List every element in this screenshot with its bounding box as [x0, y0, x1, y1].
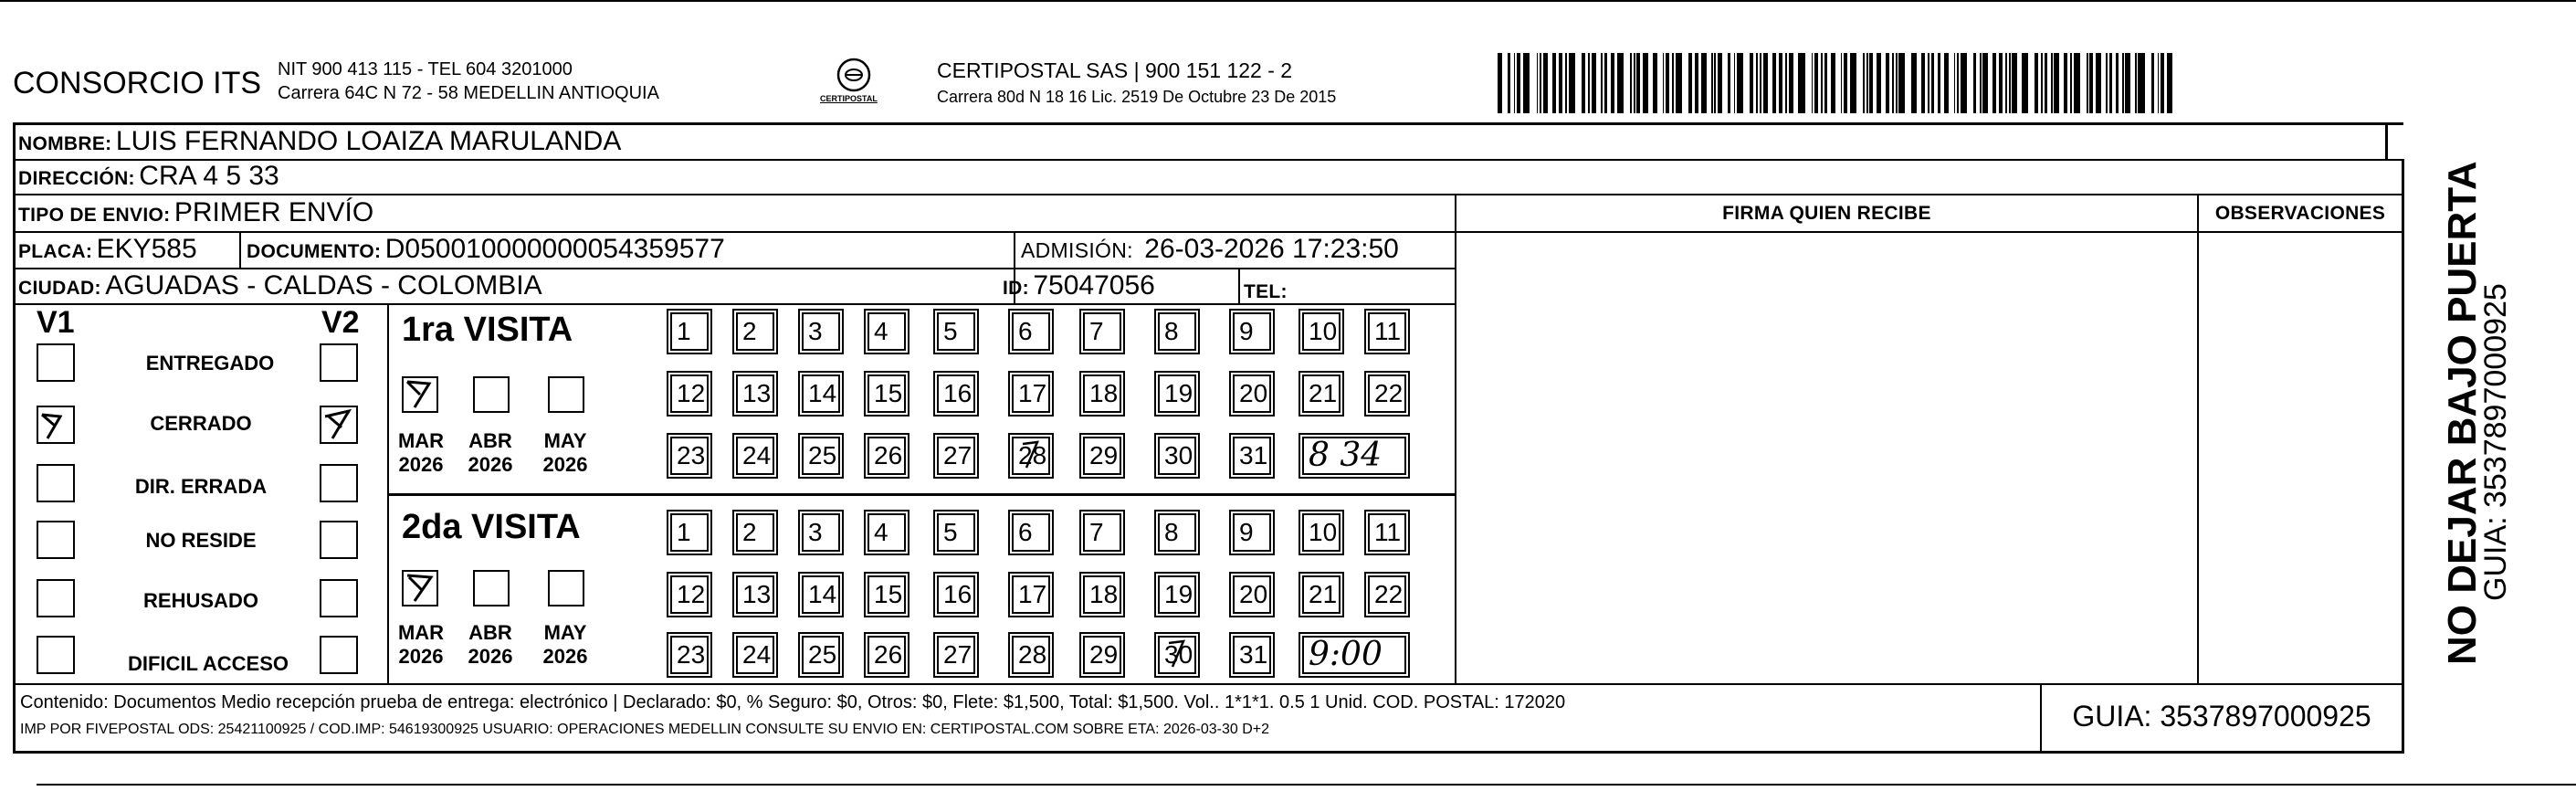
bottom-cut-line [37, 784, 2576, 786]
day-box-30[interactable]: 30 [1158, 437, 1196, 475]
placa-row [18, 234, 197, 265]
barcode-bar [2135, 53, 2137, 113]
tipo-envio-value: PRIMER ENVÍO [173, 197, 374, 227]
day-box-16[interactable]: 16 [937, 575, 975, 614]
day-box-8[interactable]: 8 [1158, 312, 1196, 351]
barcode-bar [2041, 53, 2043, 113]
year-label: 2026 [542, 453, 588, 476]
barcode-bar [2138, 53, 2144, 113]
tel-sep [1238, 268, 1240, 304]
barcode-bar [2009, 53, 2011, 113]
barcode-bar [1552, 53, 1556, 113]
check-mark-icon [38, 407, 73, 442]
barcode-bar [1663, 53, 1665, 113]
barcode-bar [1630, 53, 1632, 113]
day-box-16[interactable]: 16 [937, 374, 975, 413]
year-label: 2026 [468, 645, 513, 668]
day-box-12[interactable]: 12 [670, 374, 709, 413]
year-label: 2026 [468, 453, 513, 476]
barcode-bar [1714, 53, 1716, 113]
day-box-11[interactable]: 11 [1368, 513, 1406, 552]
visit-sep [387, 493, 1456, 496]
direccion-row [18, 161, 279, 192]
side-warning: NO DEJAR BAJO PUERTA [2440, 161, 2485, 665]
day-box-13[interactable]: 13 [736, 575, 774, 614]
barcode-bar [2106, 53, 2108, 113]
firma-header-line [1455, 231, 2197, 233]
barcode-bar [2064, 53, 2067, 113]
barcode-bar [1812, 53, 1814, 113]
signature-area[interactable] [1457, 234, 2195, 681]
status-dir-errada: DIR. ERRADA [134, 475, 268, 498]
month-label: ABR [468, 429, 512, 452]
check-mark-icon [404, 378, 436, 411]
day-box-25[interactable]: 25 [802, 437, 840, 475]
barcode-bar [1863, 53, 1865, 113]
footer-content-line: Contenido: Documentos Medio recepción prueba de entrega: electrónico | Declarado: $0, % Seguro: $0, Otros: $0, Flete: $1,500, Total: $1,500. Vol.. 1*1*1. 0.5 1 Unid. COD. POSTAL: 172020 [20, 692, 1566, 712]
visit-2-mar-checkbox[interactable] [402, 570, 438, 606]
direccion-value: CRA 4 5 33 [139, 161, 279, 191]
month-label: MAR [397, 621, 445, 644]
barcode-bar [1750, 53, 1753, 113]
day-box-17[interactable]: 17 [1012, 575, 1050, 614]
footer-guia: GUIA: 3537897000925 [2072, 700, 2371, 733]
barcode-bar [1672, 53, 1674, 113]
barcode-bar [2074, 53, 2080, 113]
barcode-bar [2035, 53, 2038, 113]
visit-2-abr-checkbox[interactable] [473, 570, 510, 606]
barcode-bar [1537, 53, 1539, 113]
visit-2-title: 2da VISITA [402, 508, 581, 546]
barcode-bar [1954, 53, 1956, 113]
visit-1-mar-checkbox[interactable] [402, 376, 438, 413]
top-border [0, 0, 2576, 2]
day-box-28[interactable]: 28 [1012, 437, 1050, 475]
barcode-bar [1911, 53, 1916, 113]
day-box-31[interactable]: 31 [1233, 636, 1271, 674]
day-box-30[interactable]: 30 [1158, 636, 1196, 674]
visit-1-may-checkbox[interactable] [548, 376, 584, 413]
tipo-envio-label: TIPO DE ENVIO: [18, 205, 171, 226]
barcode-bar [1582, 53, 1585, 113]
barcode-bar [1763, 53, 1768, 113]
barcode-bar [2087, 53, 2088, 113]
v1-no-reside-checkbox[interactable] [37, 521, 75, 559]
row-sep-2 [13, 194, 2403, 195]
day-box-23[interactable]: 23 [670, 437, 709, 475]
day-box-7[interactable]: 7 [1083, 312, 1121, 351]
form-bottom-line [13, 751, 2403, 754]
day-box-26[interactable]: 26 [867, 636, 906, 674]
tipo-envio-row [18, 197, 373, 228]
day-box-25[interactable]: 25 [802, 636, 840, 674]
day-mark-icon [1017, 440, 1045, 471]
id-label: ID: [1003, 278, 1029, 299]
v2-no-reside-checkbox[interactable] [320, 521, 358, 559]
barcode-bar [2158, 53, 2160, 113]
day-box-12[interactable]: 12 [670, 575, 709, 614]
barcode-bar [1711, 53, 1713, 113]
barcode-bar [1938, 53, 1941, 113]
day-box-7[interactable]: 7 [1083, 513, 1121, 552]
barcode-bar [1611, 53, 1614, 113]
barcode-bar [1728, 53, 1731, 113]
day-box-14[interactable]: 14 [802, 575, 840, 614]
month-label: ABR [468, 621, 512, 644]
day-box-3[interactable]: 3 [802, 312, 840, 351]
barcode-bar [1772, 53, 1776, 113]
day-box-5[interactable]: 5 [937, 513, 975, 552]
v2-cerrado-checkbox[interactable] [320, 406, 358, 444]
visit-1-month-may [533, 429, 597, 477]
v1-cerrado-checkbox[interactable] [37, 406, 75, 444]
nombre-value: LUIS FERNANDO LOAIZA MARULANDA [115, 126, 622, 156]
day-box-1[interactable]: 1 [670, 513, 709, 552]
day-box-19[interactable]: 19 [1158, 575, 1196, 614]
month-label: MAY [543, 621, 587, 644]
barcode-bar [1543, 53, 1548, 113]
barcode-bar [1785, 53, 1787, 113]
barcode-bar [1523, 53, 1530, 113]
company-line-1: NIT 900 413 115 - TEL 604 3201000 [278, 59, 573, 79]
barcode-bar [2054, 53, 2058, 113]
day-box-20[interactable]: 20 [1233, 575, 1271, 614]
barcode-bar [1961, 53, 1967, 113]
barcode-bar [2161, 53, 2164, 113]
form-left-line [13, 122, 16, 753]
day-box-27[interactable]: 27 [937, 636, 975, 674]
day-box-24[interactable]: 24 [736, 636, 774, 674]
year-label: 2026 [542, 645, 588, 668]
visit-2-month-may [533, 621, 597, 669]
firma-left-line [1455, 194, 1456, 685]
barcode-bar [1824, 53, 1828, 113]
year-label: 2026 [398, 453, 444, 476]
v1-rehusado-checkbox[interactable] [37, 579, 75, 617]
day-box-18[interactable]: 18 [1083, 575, 1121, 614]
barcode-bar [1866, 53, 1868, 113]
day-box-23[interactable]: 23 [670, 636, 709, 674]
barcode-bar [2022, 53, 2028, 113]
barcode-bar [1779, 53, 1782, 113]
barcode-bar [2051, 53, 2053, 113]
barcode-bar [1841, 53, 1843, 113]
admision-label: ADMISIÓN: [1021, 238, 1133, 262]
visit-time-field[interactable]: 8 34 [1302, 437, 1406, 475]
barcode-bar [1604, 53, 1608, 113]
month-label: MAR [397, 429, 445, 452]
day-box-14[interactable]: 14 [802, 374, 840, 413]
day-box-17[interactable]: 17 [1012, 374, 1050, 413]
check-mark-icon [321, 407, 360, 442]
barcode-bar [1756, 53, 1758, 113]
barcode-bar [2116, 53, 2119, 113]
barcode-bar [2167, 53, 2171, 113]
v2-header: V2 [321, 305, 360, 340]
side-guia: GUIA: 3537897000925 [2478, 283, 2513, 601]
barcode-bar [1921, 53, 1925, 113]
barcode-bar [1892, 53, 1894, 113]
year-label: 2026 [398, 645, 444, 668]
logo-caption: CERTIPOSTAL [820, 94, 878, 103]
barcode-bar [2070, 53, 2072, 113]
barcode-bar [1831, 53, 1835, 113]
day-box-5[interactable]: 5 [937, 312, 975, 351]
day-box-9[interactable]: 9 [1233, 513, 1271, 552]
day-box-10[interactable]: 10 [1302, 513, 1341, 552]
barcode-bar [1944, 53, 1949, 113]
barcode-bar [1898, 53, 1905, 113]
barcode-bar [1565, 53, 1567, 113]
visit-2-may-checkbox[interactable] [548, 570, 584, 606]
carrier-line-1: CERTIPOSTAL SAS | 900 151 122 - 2 [937, 58, 1293, 82]
barcode-bar [1896, 53, 1898, 113]
barcode-bar [1886, 53, 1889, 113]
day-box-6[interactable]: 6 [1012, 513, 1050, 552]
form-top-line [13, 122, 2403, 125]
barcode-bar [1821, 53, 1823, 113]
barcode-bar [2089, 53, 2093, 113]
visit-1-month-mar [389, 429, 453, 477]
day-box-29[interactable]: 29 [1083, 636, 1121, 674]
day-box-10[interactable]: 10 [1302, 312, 1341, 351]
day-mark-icon [1163, 639, 1191, 670]
visit-1-abr-checkbox[interactable] [473, 376, 510, 413]
barcode-bar [1737, 53, 1743, 113]
barcode-bar [2125, 53, 2129, 113]
barcode-bar [2012, 53, 2016, 113]
visit-2-month-abr [458, 621, 522, 669]
firma-header: FIRMA QUIEN RECIBE [1722, 203, 1931, 224]
day-box-22[interactable]: 22 [1368, 575, 1406, 614]
check-mark-icon [404, 572, 436, 605]
v1-entregado-checkbox[interactable] [37, 343, 75, 382]
barcode-bar [1601, 53, 1603, 113]
barcode-bar [1931, 53, 1935, 113]
v1-dificil-acceso-checkbox[interactable] [37, 636, 75, 674]
barcode-bar [1789, 53, 1793, 113]
direccion-label: DIRECCIÓN: [18, 168, 135, 189]
day-box-8[interactable]: 8 [1158, 513, 1196, 552]
documento-value: D050010000000054359577 [384, 234, 725, 264]
barcode [1498, 53, 2178, 113]
v2-dificil-acceso-checkbox[interactable] [320, 636, 358, 674]
status-no-reside: NO RESIDE [145, 529, 257, 552]
carrier-line-2: Carrera 80d N 18 16 Lic. 2519 De Octubre 23 De 2015 [937, 88, 1337, 106]
footer-print-line: IMP POR FIVEPOSTAL ODS: 25421100925 / COD.IMP: 54619300925 USUARIO: OPERACIONES MEDELLIN CONSULTE SU ENVIO EN: CERTIPOSTAL.COM SOBRE ETA: 2026-03-30 D+2 [20, 722, 1270, 737]
v2-dir-errada-checkbox[interactable] [320, 464, 358, 502]
nombre-right-line [2385, 122, 2388, 161]
barcode-bar [1653, 53, 1657, 113]
barcode-bar [1844, 53, 1847, 113]
day-box-24[interactable]: 24 [736, 437, 774, 475]
day-box-3[interactable]: 3 [802, 513, 840, 552]
v2-rehusado-checkbox[interactable] [320, 579, 358, 617]
day-box-1[interactable]: 1 [670, 312, 709, 351]
visit-1-title: 1ra VISITA [402, 311, 573, 349]
documento-row [247, 234, 725, 265]
barcode-bar [1517, 53, 1520, 113]
day-box-29[interactable]: 29 [1083, 437, 1121, 475]
day-box-26[interactable]: 26 [867, 437, 906, 475]
barcode-bar [1701, 53, 1706, 113]
nombre-row [18, 126, 621, 157]
v2-entregado-checkbox[interactable] [320, 343, 358, 382]
status-entregado: ENTREGADO [145, 352, 275, 374]
day-box-2[interactable]: 2 [736, 312, 774, 351]
barcode-bar [1588, 53, 1590, 113]
barcode-bar [2096, 53, 2100, 113]
barcode-bar [1634, 53, 1635, 113]
barcode-bar [2005, 53, 2007, 113]
placa-sep [239, 231, 241, 269]
barcode-bar [1508, 53, 1511, 113]
barcode-bar [1798, 53, 1804, 113]
nombre-label: NOMBRE: [18, 133, 112, 154]
barcode-bar [1718, 53, 1722, 113]
v1-header: V1 [37, 305, 75, 340]
day-box-18[interactable]: 18 [1083, 374, 1121, 413]
observations-area[interactable] [2201, 234, 2400, 681]
documento-label: DOCUMENTO: [247, 241, 382, 262]
side-label [2403, 153, 2513, 665]
barcode-bar [1869, 53, 1873, 113]
day-box-20[interactable]: 20 [1233, 374, 1271, 413]
day-box-28[interactable]: 28 [1012, 636, 1050, 674]
barcode-bar [1992, 53, 1996, 113]
barcode-bar [2122, 53, 2124, 113]
barcode-bar [1999, 53, 2003, 113]
day-box-15[interactable]: 15 [867, 374, 906, 413]
status-cerrado: CERRADO [150, 412, 252, 435]
placa-label: PLACA: [18, 241, 93, 262]
barcode-bar [1569, 53, 1575, 113]
visit-2-month-mar [389, 621, 453, 669]
barcode-bar [1617, 53, 1624, 113]
day-box-2[interactable]: 2 [736, 513, 774, 552]
barcode-bar [1980, 53, 1982, 113]
row-sep-footer [13, 683, 2403, 685]
barcode-bar [1928, 53, 1929, 113]
barcode-bar [1498, 53, 1502, 113]
id-value: 75047056 [1033, 270, 1155, 301]
day-box-31[interactable]: 31 [1233, 437, 1271, 475]
day-box-13[interactable]: 13 [736, 374, 774, 413]
day-box-11[interactable]: 11 [1368, 312, 1406, 351]
barcode-bar [1734, 53, 1736, 113]
day-box-21[interactable]: 21 [1302, 575, 1341, 614]
barcode-bar [1676, 53, 1682, 113]
id-row [1003, 270, 1155, 301]
ciudad-row [18, 270, 542, 301]
day-box-22[interactable]: 22 [1368, 374, 1406, 413]
barcode-bar [2109, 53, 2113, 113]
day-box-4[interactable]: 4 [867, 513, 906, 552]
barcode-bar [1592, 53, 1596, 113]
day-box-9[interactable]: 9 [1233, 312, 1271, 351]
obs-left-line [2197, 194, 2199, 685]
barcode-bar [1514, 53, 1516, 113]
barcode-bar [1814, 53, 1818, 113]
visit-time-field[interactable]: 9:00 [1302, 636, 1406, 674]
placa-value: EKY585 [96, 234, 197, 264]
ciudad-label: CIUDAD: [18, 278, 101, 299]
company-name: CONSORCIO ITS [13, 66, 262, 100]
day-box-15[interactable]: 15 [867, 575, 906, 614]
status-dificil-acceso: DIFICIL ACCESO [127, 652, 289, 675]
day-box-21[interactable]: 21 [1302, 374, 1341, 413]
barcode-bar [1850, 53, 1856, 113]
v1-dir-errada-checkbox[interactable] [37, 464, 75, 502]
visit-1-month-abr [458, 429, 522, 477]
admision-row [1021, 234, 1399, 265]
barcode-bar [1760, 53, 1761, 113]
observaciones-header: OBSERVACIONES [2214, 203, 2386, 224]
status-rehusado: REHUSADO [143, 589, 258, 612]
barcode-bar [1957, 53, 1959, 113]
barcode-bar [1877, 53, 1881, 113]
barcode-bar [1559, 53, 1562, 113]
barcode-bar [1695, 53, 1698, 113]
barcode-bar [2151, 53, 2155, 113]
barcode-bar [1666, 53, 1669, 113]
tel-row [1244, 274, 1288, 305]
day-box-6[interactable]: 6 [1012, 312, 1050, 351]
barcode-bar [1688, 53, 1692, 113]
barcode-bar [2045, 53, 2048, 113]
day-box-4[interactable]: 4 [867, 312, 906, 351]
barcode-bar [1982, 53, 1987, 113]
day-box-27[interactable]: 27 [937, 437, 975, 475]
row-sep-1 [13, 159, 2403, 161]
admision-value: 26-03-2026 17:23:50 [1144, 234, 1399, 264]
barcode-bar [1636, 53, 1640, 113]
company-line-2: Carrera 64C N 72 - 58 MEDELLIN ANTIOQUIA [278, 83, 659, 103]
month-label: MAY [543, 429, 587, 452]
barcode-bar [1643, 53, 1647, 113]
barcode-bar [1540, 53, 1541, 113]
tel-label: TEL: [1244, 281, 1288, 302]
barcode-bar [1973, 53, 1977, 113]
ciudad-value: AGUADAS - CALDAS - COLOMBIA [105, 270, 542, 301]
day-box-19[interactable]: 19 [1158, 374, 1196, 413]
